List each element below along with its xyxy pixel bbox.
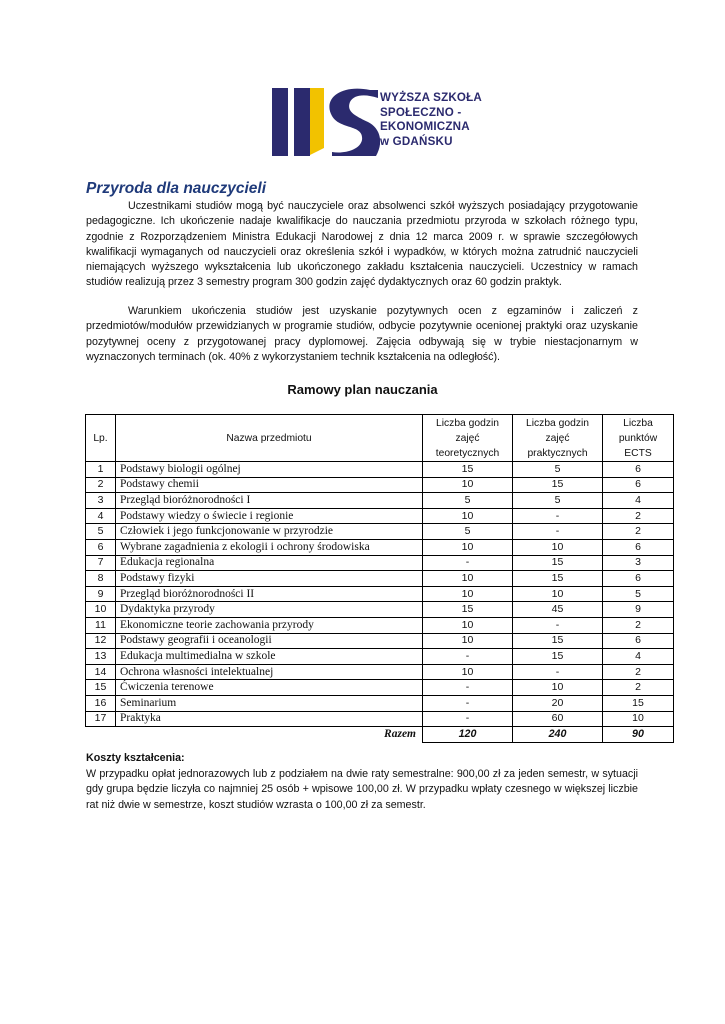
total-ects: 90 [603,727,674,743]
table-row [86,680,674,696]
cell-name: Seminarium [116,695,423,711]
cell-lp: 6 [86,539,116,555]
table-body [86,462,674,743]
cell-practice: 20 [513,695,603,711]
header-name: Nazwa przedmiotu [116,415,423,462]
cell-theory: - [423,680,513,696]
cell-practice: 60 [513,711,603,727]
cell-practice: - [513,617,603,633]
cell-lp: 7 [86,555,116,571]
table-row [86,477,674,493]
cell-practice: 15 [513,571,603,587]
cell-practice: 15 [513,649,603,665]
header-practice: Liczba godzin zajęć praktycznych [513,415,603,462]
cell-name: Ekonomiczne teorie zachowania przyrody [116,617,423,633]
cell-theory: 10 [423,617,513,633]
cell-ects: 4 [603,649,674,665]
cell-lp: 13 [86,649,116,665]
school-name-line-2: SPOŁECZNO - [380,105,462,119]
school-name-line-3: EKONOMICZNA [380,120,470,134]
table-row [86,617,674,633]
cell-theory: 15 [423,602,513,618]
cell-ects: 10 [603,711,674,727]
cell-practice: - [513,508,603,524]
cell-name: Edukacja regionalna [116,555,423,571]
header-ects: Liczba punktów ECTS [603,415,674,462]
table-row [86,571,674,587]
cell-theory: 5 [423,493,513,509]
cell-name: Podstawy geografii i oceanologii [116,633,423,649]
cell-ects: 2 [603,664,674,680]
cell-lp: 17 [86,711,116,727]
cell-theory: 5 [423,524,513,540]
intro-paragraph-2 [86,304,638,365]
header-theory: Liczba godzin zajęć teoretycznych [423,415,513,462]
school-name-line-1: WYŻSZA SZKOŁA [380,91,482,104]
cell-theory: 10 [423,508,513,524]
cell-theory: 10 [423,633,513,649]
cell-theory: - [423,695,513,711]
cell-practice: - [513,664,603,680]
intro-paragraph-1-text: Uczestnikami studiów mogą być nauczyciele oraz absolwenci szkół wyższych posiadający przygotowanie pedagogiczne. Ich ukończenie nadaje kwalifikacje do nauczania przedmiotu przyroda w szkołach różnego typu, zgodnie z Rozporządzeniem Ministra Edukacji Narodowej z dnia 12 marca 2009 r. w sprawie szczegółowych kwalifikacji wymaganych od nauczycieli oraz określenia szkół i wypadków, w których można zatrudnić nauczycieli niemających wyższego wykształcenia lub ukończonego zakładu kształcenia nauczycieli. Uczestnicy w ramach studiów realizują przez 3 semestry program 300 godzin zajęć dydaktycznych oraz 60 godzin praktyk. [86,200,638,289]
cell-name: Podstawy chemii [116,477,423,493]
cell-ects: 2 [603,524,674,540]
table-header-row [86,415,674,462]
cell-lp: 11 [86,617,116,633]
cell-practice: 10 [513,539,603,555]
table-row [86,711,674,727]
page-title: Przyroda dla nauczycieli [86,180,267,197]
cell-theory: 10 [423,571,513,587]
total-theory: 120 [423,727,513,743]
cell-name: Podstawy fizyki [116,571,423,587]
cell-name: Podstawy biologii ogólnej [116,462,423,478]
table-row [86,633,674,649]
cell-lp: 1 [86,462,116,478]
table-row [86,524,674,540]
cell-ects: 6 [603,462,674,478]
table-row [86,539,674,555]
cell-lp: 10 [86,602,116,618]
cell-theory: 10 [423,586,513,602]
study-plan-table [85,414,674,743]
cell-name: Przegląd bioróżnorodności II [116,586,423,602]
cell-theory: 15 [423,462,513,478]
cell-lp: 9 [86,586,116,602]
cell-ects: 15 [603,695,674,711]
cell-theory: - [423,649,513,665]
cell-theory: 10 [423,539,513,555]
cell-ects: 2 [603,680,674,696]
cell-ects: 4 [603,493,674,509]
cell-practice: 5 [513,462,603,478]
total-practice: 240 [513,727,603,743]
table-row [86,649,674,665]
cell-ects: 5 [603,586,674,602]
header-lp: Lp. [86,415,116,462]
cell-ects: 3 [603,555,674,571]
cell-theory: - [423,711,513,727]
cell-theory: 10 [423,477,513,493]
school-name-line-4: w GDAŃSKU [380,134,453,148]
costs-paragraph: W przypadku opłat jednorazowych lub z podziałem na dwie raty semestralne: 900,00 zł za jeden semestr, w sytuacji gdy grupa będzie liczyła co najmniej 25 osób + wpisowe 100,00 zł. W przypadku wpłaty czesnego w większej liczbie rat niż dwie w semestrze, koszt studiów wzrasta o 100,00 zł za semestr. [86,768,638,811]
cell-name: Dydaktyka przyrody [116,602,423,618]
cell-ects: 2 [603,508,674,524]
cell-ects: 2 [603,617,674,633]
table-total-row [86,727,674,743]
cell-lp: 2 [86,477,116,493]
cell-ects: 9 [603,602,674,618]
cell-name: Ćwiczenia terenowe [116,680,423,696]
total-label: Razem [384,728,416,741]
cell-ects: 6 [603,571,674,587]
cell-lp: 3 [86,493,116,509]
cell-lp: 12 [86,633,116,649]
school-logo-mark-icon [272,88,380,156]
cell-lp: 4 [86,508,116,524]
cell-practice: 10 [513,586,603,602]
cell-lp: 8 [86,571,116,587]
table-row [86,664,674,680]
cell-ects: 6 [603,633,674,649]
school-name-text [380,91,505,149]
cell-lp: 16 [86,695,116,711]
cell-name: Praktyka [116,711,423,727]
cell-name: Człowiek i jego funkcjonowanie w przyrodzie [116,524,423,540]
table-row [86,586,674,602]
cell-lp: 14 [86,664,116,680]
table-row [86,602,674,618]
cell-practice: 15 [513,477,603,493]
cell-name: Podstawy wiedzy o świecie i regionie [116,508,423,524]
intro-paragraph-1 [86,199,638,291]
table-row [86,462,674,478]
school-logo [272,88,502,156]
cell-name: Przegląd bioróżnorodności I [116,493,423,509]
table-row [86,555,674,571]
cell-theory: 10 [423,664,513,680]
cell-lp: 5 [86,524,116,540]
cell-ects: 6 [603,477,674,493]
cell-name: Edukacja multimedialna w szkole [116,649,423,665]
table-row [86,493,674,509]
plan-title: Ramowy plan nauczania [287,382,438,397]
cell-practice: 10 [513,680,603,696]
cell-practice: - [513,524,603,540]
costs-heading: Koszty kształcenia: [86,752,185,764]
table-row [86,695,674,711]
cell-practice: 15 [513,633,603,649]
intro-paragraph-2-text: Warunkiem ukończenia studiów jest uzyskanie pozytywnych ocen z egzaminów i zaliczeń z przedmiotów/modułów przewidzianych w programie studiów, odbycie pozytywnie ocenionej praktyki oraz uzyskanie pozytywnej oceny z przygotowanej pracy dyplomowej. Zajęcia odbywają się w trybie niestacjonarnym w wyznaczonych terminach (ok. 40% z wykorzystaniem technik kształcenia na odległość). [86,305,638,363]
cell-practice: 15 [513,555,603,571]
cell-theory: - [423,555,513,571]
cell-ects: 6 [603,539,674,555]
cell-practice: 5 [513,493,603,509]
cell-name: Wybrane zagadnienia z ekologii i ochrony środowiska [116,539,423,555]
cell-lp: 15 [86,680,116,696]
total-blank-cell [86,727,116,743]
table-row [86,508,674,524]
cell-practice: 45 [513,602,603,618]
cell-name: Ochrona własności intelektualnej [116,664,423,680]
